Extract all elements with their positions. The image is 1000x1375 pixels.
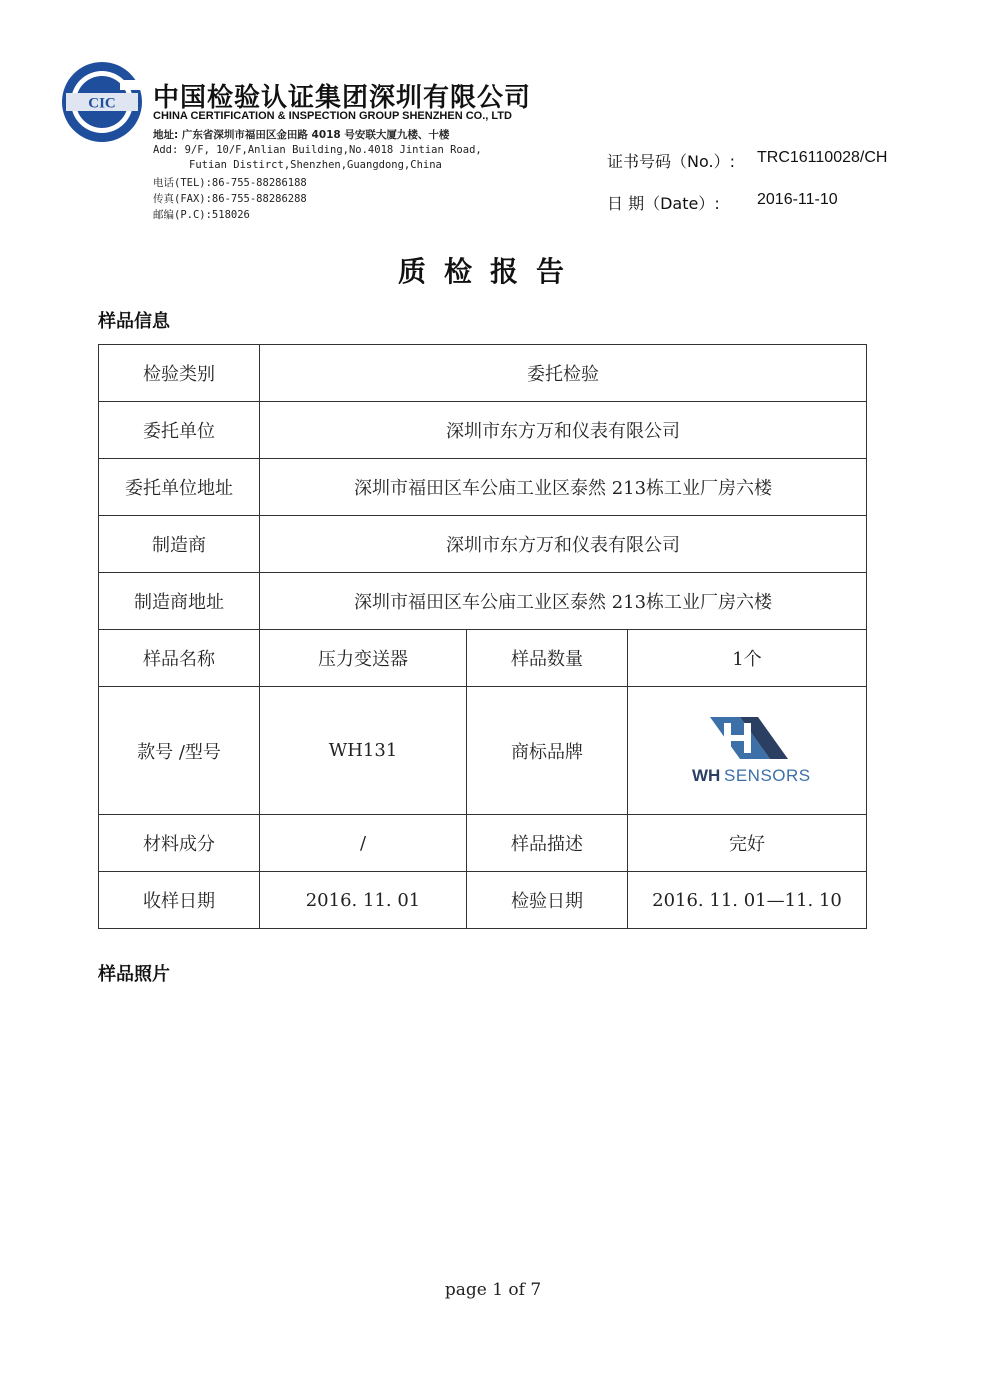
client-label: 委托单位 [99, 402, 260, 459]
address-en-line2: Futian Distirct,Shenzhen,Guangdong,China [189, 159, 442, 171]
manufacturer-value: 深圳市东方万和仪表有限公司 [260, 516, 867, 573]
manufacturer-label: 制造商 [99, 516, 260, 573]
date-value: 2016-11-10 [757, 191, 838, 208]
material-value: / [260, 815, 467, 872]
receive-date-value: 2016. 11. 01 [260, 872, 467, 929]
company-name-en: CHINA CERTIFICATION & INSPECTION GROUP SHENZHEN CO., LTD [153, 110, 512, 122]
table-row [99, 630, 867, 687]
model-label: 款号 /型号 [99, 687, 260, 815]
sample-qty-value: 1个 [628, 630, 867, 687]
postcode: 邮编(P.C):518026 [153, 209, 250, 221]
table-row [99, 402, 867, 459]
manufacturer-address-label: 制造商地址 [99, 573, 260, 630]
brand-cell [628, 687, 867, 815]
cic-logo-icon [60, 60, 144, 144]
client-value: 深圳市东方万和仪表有限公司 [260, 402, 867, 459]
description-value: 完好 [628, 815, 867, 872]
description-label: 样品描述 [467, 815, 628, 872]
brand-logo-text-sensors: SENSORS [724, 765, 811, 785]
sample-name-label: 样品名称 [99, 630, 260, 687]
inspection-type-label: 检验类别 [99, 345, 260, 402]
wh-sensors-logo-icon [682, 713, 812, 789]
receive-date-label: 收样日期 [99, 872, 260, 929]
report-title: 质检报告 [397, 255, 582, 288]
sample-qty-label: 样品数量 [467, 630, 628, 687]
company-name-cn: 中国检验认证集团深圳有限公司 [153, 83, 532, 113]
model-value: WH131 [260, 687, 467, 815]
inspect-date-label: 检验日期 [467, 872, 628, 929]
table-row [99, 516, 867, 573]
brand-label: 商标品牌 [467, 687, 628, 815]
table-row [99, 573, 867, 630]
page-footer: page 1 of 7 [444, 1280, 542, 1300]
client-address-label: 委托单位地址 [99, 459, 260, 516]
cert-no-label: 证书号码（No.）: [607, 152, 735, 171]
inspect-date-value: 2016. 11. 01—11. 10 [628, 872, 867, 929]
table-row [99, 459, 867, 516]
table-row [99, 345, 867, 402]
cic-logo-text: CIC [88, 95, 116, 112]
date-label: 日 期（Date）: [607, 194, 720, 213]
address-en-line1: Add: 9/F, 10/F,Anlian Building,No.4018 Jintian Road, [153, 144, 482, 156]
manufacturer-address-value: 深圳市福田区车公庙工业区泰然 213栋工业厂房六楼 [260, 573, 867, 630]
cert-no-value: TRC16110028/CH [757, 149, 888, 166]
inspection-type-value: 委托检验 [260, 345, 867, 402]
brand-logo-text-wh: WH [692, 765, 721, 785]
section-title-sample-info: 样品信息 [98, 311, 170, 332]
table-row [99, 687, 867, 815]
table-row [99, 872, 867, 929]
telephone: 电话(TEL):86-755-88286188 [153, 177, 307, 189]
sample-name-value: 压力变送器 [260, 630, 467, 687]
client-address-value: 深圳市福田区车公庙工业区泰然 213栋工业厂房六楼 [260, 459, 867, 516]
sample-info-table [98, 344, 867, 929]
material-label: 材料成分 [99, 815, 260, 872]
address-cn: 地址: 广东省深圳市福田区金田路 4018 号安联大厦九楼、十楼 [153, 129, 450, 141]
fax: 传真(FAX):86-755-88286288 [153, 193, 307, 205]
table-row [99, 815, 867, 872]
section-title-sample-photo: 样品照片 [98, 964, 170, 985]
